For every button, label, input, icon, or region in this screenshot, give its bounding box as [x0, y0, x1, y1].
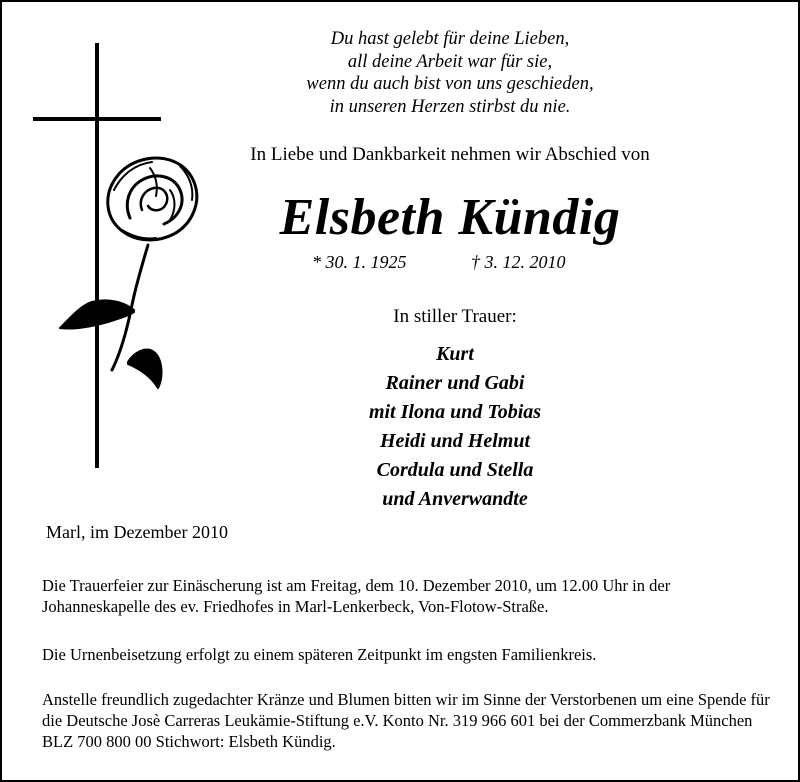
mourner: Kurt — [436, 343, 474, 365]
poem-line: in unseren Herzen stirbst du nie. — [329, 96, 571, 117]
mourner: Cordula und Stella — [376, 459, 534, 481]
birth-date: * 30. 1. 1925 — [312, 252, 407, 272]
poem-line: all deine Arbeit war für sie, — [347, 51, 553, 72]
mourners-list — [300, 340, 610, 514]
poem-line: wenn du auch bist von uns geschieden, — [306, 74, 594, 94]
cross-icon — [30, 40, 210, 470]
rose-icon — [60, 158, 197, 388]
death-date: † 3. 12. 2010 — [471, 252, 566, 272]
poem-line: Du hast gelebt für deine Lieben, — [330, 29, 570, 49]
mourner: Rainer und Gabi — [385, 372, 525, 394]
place-date: Marl, im Dezember 2010 — [46, 522, 228, 542]
donation-notice: Anstelle freundlich zugedachter Kränze und Blumen bitten wir im Sinne der Verstorbenen um eine Spende für die Deutsche Josè Carreras Leukämie-Stiftung e.V. Konto Nr. 319 966 601 bei der Commerzbank München BLZ 700 800 00 Stichwort: Elsbeth Kündig. — [42, 690, 770, 751]
urn-notice: Die Urnenbeisetzung erfolgt zu einem späteren Zeitpunkt im engsten Familienkreis. — [42, 645, 597, 664]
mourning-heading: In stiller Trauer: — [393, 306, 517, 327]
mourner: und Anverwandte — [382, 488, 528, 510]
poem — [230, 28, 670, 118]
mourner: Heidi und Helmut — [379, 430, 531, 452]
mourner: mit Ilona und Tobias — [368, 401, 542, 423]
funeral-notice: Die Trauerfeier zur Einäscherung ist am Freitag, dem 10. Dezember 2010, um 12.00 Uhr in der Johanneskapelle des ev. Friedhofes in Marl-Lenkerbeck, Von-Flotow-Straße. — [42, 576, 671, 616]
deceased-name: Elsbeth Kündig — [279, 189, 621, 246]
farewell-intro: In Liebe und Dankbarkeit nehmen wir Abschied von — [250, 144, 650, 165]
